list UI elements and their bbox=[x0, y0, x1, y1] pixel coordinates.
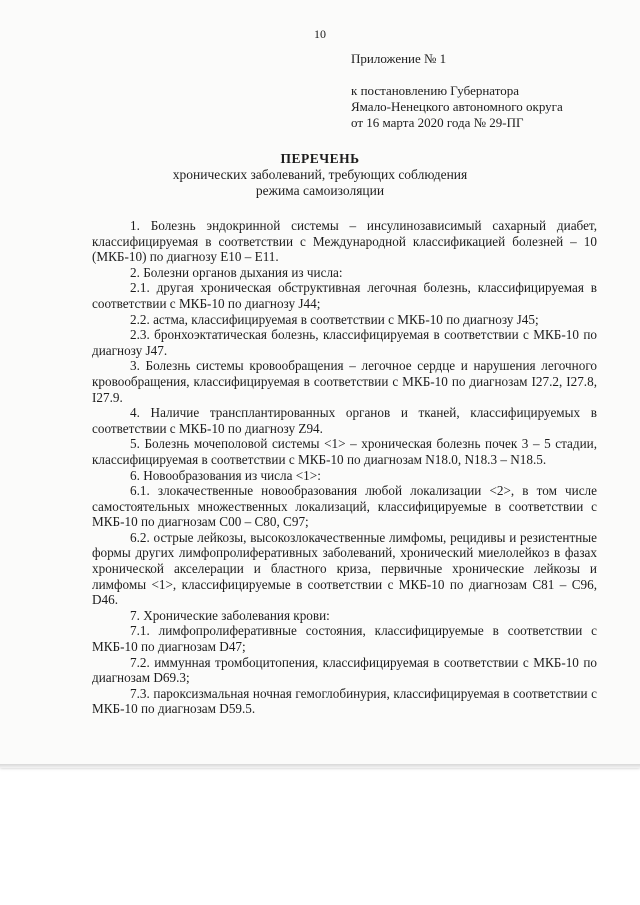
list-item: 5. Болезнь мочеполовой системы <1> – хроническая болезнь почек 3 – 5 стадии, классифицируемая в соответствии с МКБ-10 по диагнозам N18.0, N18.3 – N18.5. bbox=[92, 436, 597, 467]
annex-number: Приложение № 1 bbox=[351, 51, 447, 66]
list-item: 7. Хронические заболевания крови: bbox=[130, 607, 330, 623]
list-item: 6. Новообразования из числа <1>: bbox=[130, 467, 321, 483]
title-subtitle-line: режима самоизоляции bbox=[255, 183, 385, 198]
annex-block bbox=[351, 51, 563, 131]
list-item: 1. Болезнь эндокринной системы – инсулинозависимый сахарный диабет, классифицируемая в соответствии с Международной классификацией болезней – 10 (МКБ-10) по диагнозу Е10 – Е11. bbox=[92, 218, 597, 265]
scan-edge bbox=[0, 764, 640, 768]
title-subtitle-line: хронических заболеваний, требующих соблюдения bbox=[172, 167, 468, 182]
list-item: 6.2. острые лейкозы, высокозлокачественные лимфомы, рецидивы и резистентные формы других лимфопролиферативных заболеваний, хронический миелолейкоз в фазах хронической акселерации и бластного криза, первичные хронические лейкозы и лимфомы <1>, классифицируемые в соответствии с МКБ-10 по диагнозам С81 – С96, D46. bbox=[92, 529, 597, 608]
list-item: 7.3. пароксизмальная ночная гемоглобинурия, классифицируемая в соответствии с МКБ-10 по диагнозам D59.5. bbox=[92, 685, 597, 717]
list-item: 2. Болезни органов дыхания из числа: bbox=[130, 264, 343, 280]
annex-ref-line: от 16 марта 2020 года № 29-ПГ bbox=[351, 115, 524, 130]
list-item: 6.1. злокачественные новообразования любой локализации <2>, в том числе самостоятельных множественных локализаций, классифицируемые в соответствии с МКБ-10 по диагнозам С00 – С80, С97; bbox=[92, 483, 597, 530]
disease-list bbox=[92, 218, 597, 717]
document-title bbox=[100, 151, 540, 199]
list-item: 2.2. астма, классифицируемая в соответствии с МКБ-10 по диагнозу J45; bbox=[130, 311, 539, 327]
annex-ref-line: Ямало-Ненецкого автономного округа bbox=[351, 99, 563, 114]
list-item: 2.1. другая хроническая обструктивная легочная болезнь, классифицируемая в соответствии с МКБ-10 по диагнозу J44; bbox=[92, 280, 597, 311]
list-item: 4. Наличие трансплантированных органов и тканей, классифицируемых в соответствии с МКБ-10 по диагнозу Z94. bbox=[92, 405, 597, 436]
list-item: 2.3. бронхоэктатическая болезнь, классифицируемая в соответствии с МКБ-10 по диагнозу J47. bbox=[92, 327, 597, 358]
list-item: 7.2. иммунная тромбоцитопения, классифицируемая в соответствии с МКБ-10 по диагнозам D69.3; bbox=[92, 654, 597, 686]
list-item: 7.1. лимфопролиферативные состояния, классифицируемые в соответствии с МКБ-10 по диагнозам D47; bbox=[92, 623, 597, 655]
list-item: 3. Болезнь системы кровообращения – легочное сердце и нарушения легочного кровообращения, классифицируемая в соответствии с МКБ-10 по диагнозам I27.2, I27.8, I27.9. bbox=[92, 358, 597, 405]
annex-ref-line: к постановлению Губернатора bbox=[351, 83, 520, 98]
page-number: 10 bbox=[314, 27, 326, 41]
title-heading: ПЕРЕЧЕНЬ bbox=[280, 151, 360, 166]
